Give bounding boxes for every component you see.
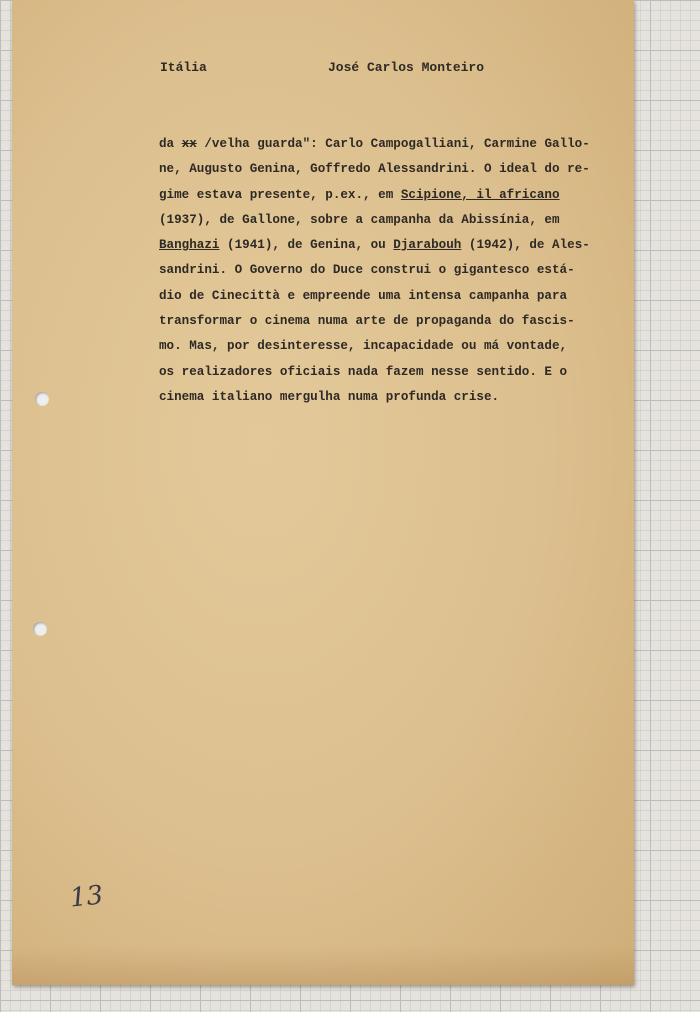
text-line: ne, Augusto Genina, Goffredo Alessandrini. O ideal do re- — [159, 162, 590, 177]
text-line: gime estava presente, p.ex., em Scipione, il africano — [159, 187, 560, 202]
text-line: dio de Cinecittà e empreende uma intensa campanha para — [159, 288, 568, 303]
text-line: cinema italiano mergulha numa profunda crise. — [159, 389, 500, 404]
text-line: sandrini. O Governo do Duce construi o gigantesco está- — [159, 263, 575, 278]
header-author: José Carlos Monteiro — [328, 60, 485, 75]
text-line: os realizadores oficiais nada fazem nesse sentido. E o — [159, 364, 568, 379]
text-line: Banghazi (1941), de Genina, ou Djarabouh (1942), de Ales- — [159, 238, 590, 253]
text-line: da xx /velha guarda": Carlo Campogalliani, Carmine Gallo- — [159, 137, 590, 151]
film-title: Djarabouh — [393, 238, 462, 253]
text-line: mo. Mas, por desinteresse, incapacidade ou má vontade, — [159, 339, 568, 354]
header-country: Itália — [160, 60, 207, 75]
punch-hole-top — [35, 392, 49, 406]
punch-hole-bottom — [33, 622, 47, 636]
text-line: (1937), de Gallone, sobre a campanha da Abissínia, em — [159, 212, 560, 227]
body-text — [159, 132, 599, 410]
handwritten-page-number: 13 — [68, 880, 105, 914]
film-title: Scipione, il africano — [400, 187, 560, 202]
film-title: Banghazi — [159, 238, 220, 253]
page-header — [160, 60, 630, 80]
struck-word: xx — [181, 137, 197, 151]
document-page — [12, 0, 634, 985]
text-line: transformar o cinema numa arte de propaganda do fascis- — [159, 314, 575, 329]
